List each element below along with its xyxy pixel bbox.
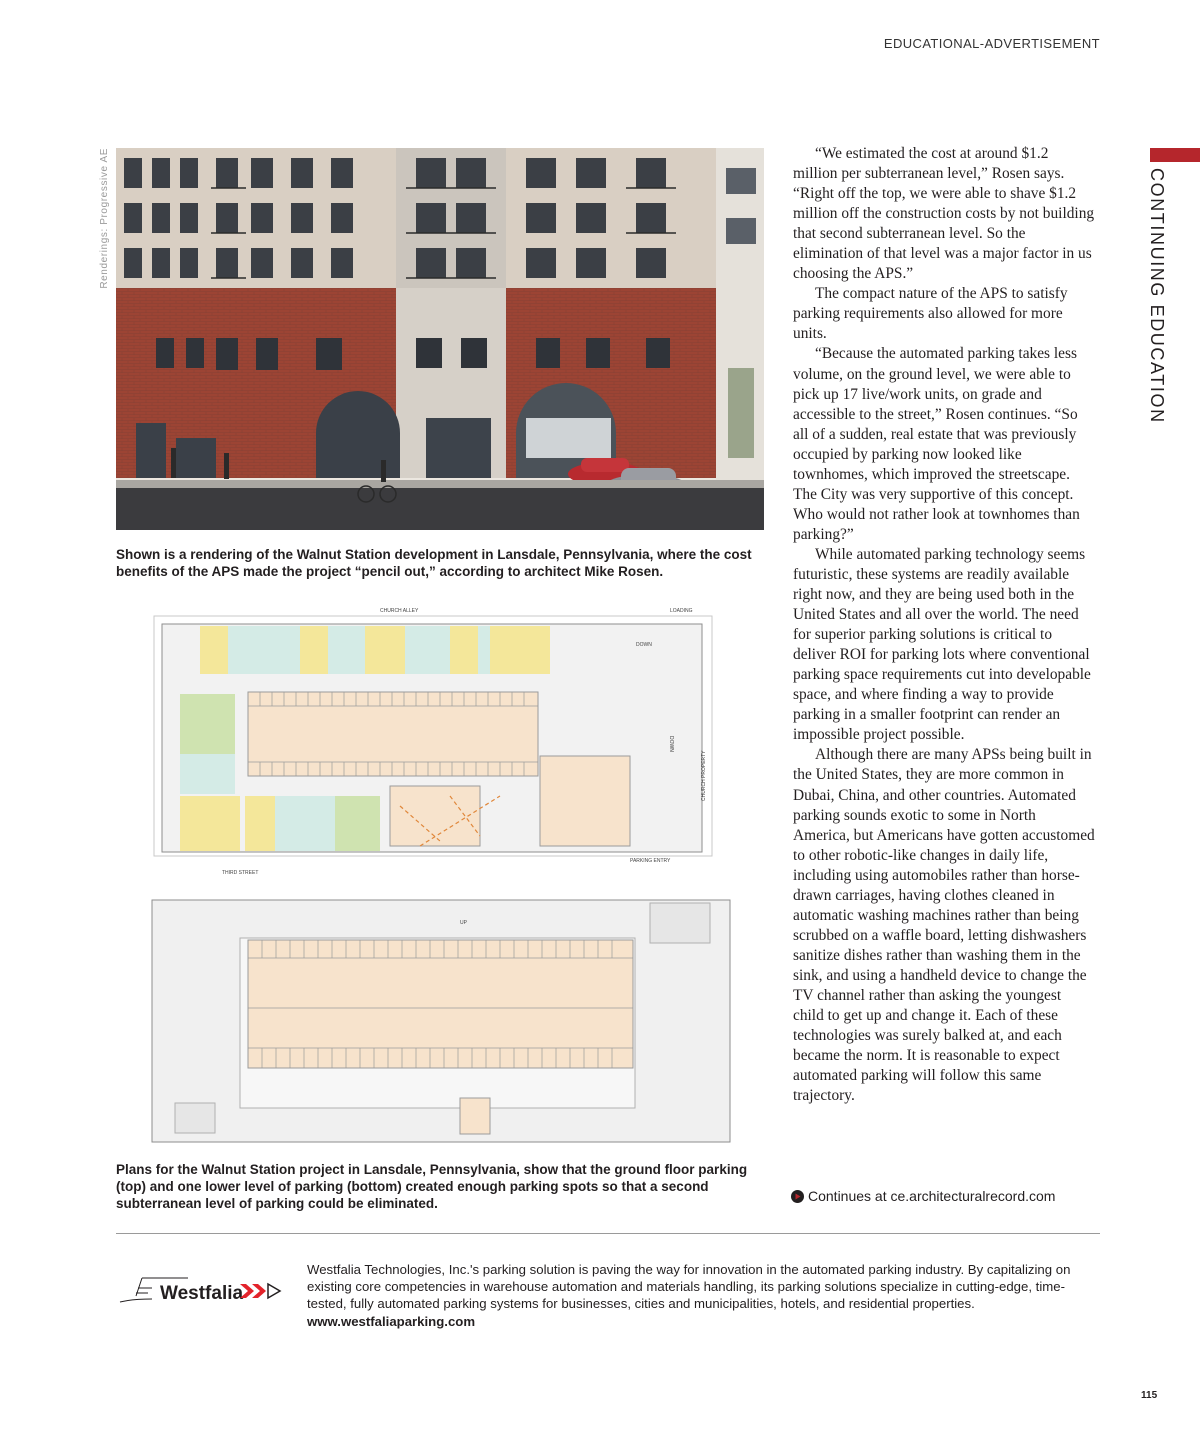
article-paragraph: “We estimated the cost at around $1.2 million per subterranean level,” Rosen says. “Right off the top, we were able to shave $1.2 million off the construction costs by not building that second subterranean level. So the elimination of that level was a major factor in us choosing the APS.”	[793, 145, 1095, 283]
lower-level-plan	[150, 898, 732, 1144]
section-header: EDUCATIONAL-ADVERTISEMENT	[883, 36, 1100, 51]
ground-floor-plan	[150, 606, 715, 878]
label-up: UP	[460, 920, 467, 926]
label-third-street: THIRD STREET	[222, 870, 259, 876]
section-tab-marker	[1150, 148, 1200, 162]
lower-level-plan-drawing	[150, 898, 732, 1144]
label-church-alley: CHURCH ALLEY	[380, 608, 419, 614]
sponsor-description	[307, 1261, 1097, 1330]
plans-caption: Plans for the Walnut Station project in Lansdale, Pennsylvania, show that the ground floor parking (top) and one lower level of parking (bottom) created enough parking spots so that a second subterranean level of parking could be eliminated.	[116, 1162, 748, 1211]
rendering-illustration	[116, 148, 764, 530]
page-number: 115	[1141, 1390, 1158, 1401]
walnut-station-rendering	[116, 148, 764, 530]
play-arrow-icon	[791, 1190, 804, 1203]
sponsor-divider	[116, 1233, 1100, 1234]
continuing-education-label: CONTINUING EDUCATION	[1147, 168, 1167, 424]
sponsor-description-text: Westfalia Technologies, Inc.'s parking solution is paving the way for innovation in the automated parking industry. By capitalizing on existing core competencies in warehouse automation and materials handling, its parking solutions specialize in cutting-edge, time-tested, fully automated parking systems for businesses, cities and municipalities, hotels, and residential properties.	[307, 1262, 1071, 1312]
westfalia-logo	[118, 1272, 284, 1306]
continues-link[interactable]	[791, 1188, 1055, 1204]
photo-credit: Renderings: Progressive AE	[99, 148, 110, 289]
westfalia-logo-text: Westfalia	[160, 1283, 244, 1304]
label-down-vertical: DOWN	[668, 736, 674, 752]
rendering-caption: Shown is a rendering of the Walnut Station development in Lansdale, Pennsylvania, where the cost benefits of the APS made the project “pencil out,” according to architect Mike Rosen.	[116, 547, 752, 579]
article-paragraph: Although there are many APSs being built in the United States, they are more common in Dubai, China, and other countries. Automated parking sounds exotic to some in North America, but Americans have gotten accustomed to other robotic-like changes in daily life, including using automobiles rather than horse-drawn carriages, having clothes cleaned in automatic washing machines rather than being scrubbed on a waffle board, letting dishwashers sanitize dishes rather than washing them in the sink, and using a handheld device to change the TV channel rather than asking the youngest child to get up and change it. Each of these technologies was surely balked at, and each became the norm. It is reasonable to expect automated parking will follow this same trajectory.	[793, 746, 1095, 1105]
article-body	[793, 144, 1095, 1106]
westfalia-logo-icon	[118, 1272, 284, 1306]
label-parking-entry: PARKING ENTRY	[630, 858, 671, 864]
article-paragraph: The compact nature of the APS to satisfy parking requirements also allowed for more units.	[793, 285, 1068, 343]
sponsor-url-link[interactable]: www.westfaliaparking.com	[307, 1313, 476, 1329]
article-paragraph: “Because the automated parking takes less volume, on the ground level, we were able to pick up 17 live/work units, on grade and accessible to the street,” Rosen continues. “So all of a sudden, real estate that was previously occupied by parking now looked like townhomes, which improved the streetscape. The City was very supportive of this concept. Who would not rather look at townhomes than parking?”	[793, 345, 1080, 543]
label-loading: LOADING	[670, 608, 693, 614]
article-paragraph: While automated parking technology seems futuristic, these systems are readily available right now, and they are being used both in the United States and all over the world. The need for superior parking solutions is critical to deliver ROI for parking lots where conventional parking space requirements cut into developable space, and where finding a way to provide parking in a smaller footprint can render an impossible project possible.	[793, 545, 1091, 744]
ground-floor-plan-drawing	[150, 606, 715, 878]
label-down: DOWN	[636, 642, 652, 648]
continues-link-text: Continues at ce.architecturalrecord.com	[808, 1188, 1056, 1204]
label-church-property: CHURCH PROPERTY	[701, 750, 707, 801]
